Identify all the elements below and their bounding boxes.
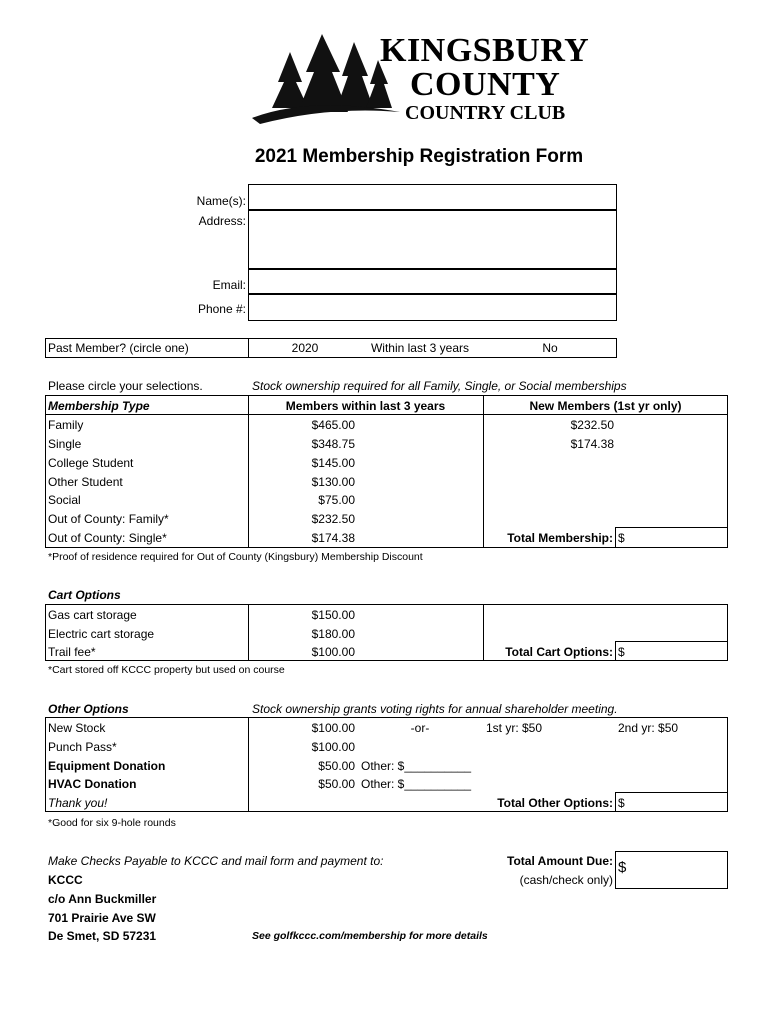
other-item-equipment-donation[interactable]: Equipment Donation (48, 759, 166, 773)
membership-new-price: $232.50 (570, 418, 614, 432)
other-price: $100.00 (311, 721, 355, 735)
membership-footnote: *Proof of residence required for Out of County (Kingsbury) Membership Discount (48, 551, 423, 563)
logo-line-2: COUNTY (410, 66, 561, 103)
total-cart-label: Total Cart Options: (505, 645, 613, 659)
club-logo (250, 30, 620, 130)
other-price: $100.00 (311, 740, 355, 754)
membership-type-social[interactable]: Social (48, 493, 81, 507)
total-other-label: Total Other Options: (497, 796, 613, 810)
membership-existing-price: $130.00 (311, 475, 355, 489)
names-field[interactable] (248, 184, 617, 211)
total-membership-label: Total Membership: (507, 531, 613, 545)
stock-second-year[interactable]: 2nd yr: $50 (618, 721, 679, 735)
cart-price: $150.00 (311, 608, 355, 622)
names-label: Name(s): (196, 194, 246, 208)
membership-type-college[interactable]: College Student (48, 456, 134, 470)
col-header-existing: Members within last 3 years (285, 399, 446, 413)
cart-item-trail-fee[interactable]: Trail fee* (48, 645, 96, 659)
total-due-field[interactable] (615, 851, 728, 889)
email-label: Email: (212, 278, 246, 292)
other-heading: Other Options (48, 702, 129, 716)
cart-col-divider-1 (248, 604, 249, 661)
membership-existing-price: $75.00 (318, 493, 355, 507)
mail-address-line-1: KCCC (48, 873, 83, 887)
cart-heading: Cart Options (48, 588, 121, 602)
mail-address-line-2: c/o Ann Buckmiller (48, 892, 157, 906)
col-header-type: Membership Type (48, 399, 150, 413)
membership-existing-price: $232.50 (311, 512, 355, 526)
past-member-label: Past Member? (circle one) (48, 341, 189, 355)
past-member-option-no[interactable]: No (542, 341, 558, 355)
past-member-option-2020[interactable]: 2020 (291, 341, 319, 355)
col-header-new: New Members (1st yr only) (529, 399, 682, 413)
other-item-punch-pass[interactable]: Punch Pass* (48, 740, 117, 754)
total-cart-field[interactable] (615, 641, 728, 661)
membership-new-price: $174.38 (570, 437, 614, 451)
total-other-field[interactable] (615, 792, 728, 812)
membership-type-other-student[interactable]: Other Student (48, 475, 123, 489)
thank-you-text: Thank you! (48, 796, 108, 810)
membership-existing-price: $465.00 (311, 418, 355, 432)
address-label: Address: (198, 214, 246, 228)
membership-type-single[interactable]: Single (48, 437, 82, 451)
voting-rights-note: Stock ownership grants voting rights for annual shareholder meeting. (252, 702, 618, 716)
membership-type-family[interactable]: Family (48, 418, 84, 432)
total-cart-currency: $ (618, 645, 625, 659)
other-price: $50.00 (318, 759, 355, 773)
membership-col-divider-2 (483, 395, 484, 548)
stock-or-text: -or- (410, 721, 430, 735)
logo-line-3: COUNTRY CLUB (405, 102, 566, 124)
membership-type-ooc-single[interactable]: Out of County: Single* (48, 531, 167, 545)
hvac-other-amount[interactable]: Other: $__________ (361, 777, 472, 791)
equipment-other-amount[interactable]: Other: $__________ (361, 759, 472, 773)
mail-address-line-3: 701 Prairie Ave SW (48, 911, 156, 925)
cart-price: $180.00 (311, 627, 355, 641)
total-membership-currency: $ (618, 531, 625, 545)
stock-requirement-note: Stock ownership required for all Family, Single, or Social memberships (252, 379, 627, 393)
other-footnote: *Good for six 9-hole rounds (48, 817, 176, 829)
other-col-divider (248, 717, 249, 812)
cart-item-gas[interactable]: Gas cart storage (48, 608, 137, 622)
membership-type-ooc-family[interactable]: Out of County: Family* (48, 512, 169, 526)
total-due-subtext: (cash/check only) (519, 873, 613, 887)
cart-footnote: *Cart stored off KCCC property but used on course (48, 664, 285, 676)
cart-item-electric[interactable]: Electric cart storage (48, 627, 155, 641)
email-field[interactable] (248, 268, 617, 295)
past-member-option-3years[interactable]: Within last 3 years (370, 341, 470, 355)
cart-price: $100.00 (311, 645, 355, 659)
form-title: 2021 Membership Registration Form (254, 146, 584, 167)
past-member-divider (248, 338, 249, 358)
total-other-currency: $ (618, 796, 625, 810)
membership-existing-price: $348.75 (311, 437, 355, 451)
other-price: $50.00 (318, 777, 355, 791)
stock-first-year[interactable]: 1st yr: $50 (486, 721, 543, 735)
total-membership-field[interactable] (615, 527, 728, 548)
membership-existing-price: $145.00 (311, 456, 355, 470)
address-field[interactable] (248, 209, 617, 270)
phone-field[interactable] (248, 293, 617, 321)
phone-label: Phone #: (197, 302, 246, 316)
other-item-new-stock[interactable]: New Stock (48, 721, 106, 735)
mail-address-line-4: De Smet, SD 57231 (48, 929, 157, 943)
total-due-label: Total Amount Due: (507, 854, 613, 868)
logo-line-1: KINGSBURY (380, 32, 590, 69)
selection-instruction: Please circle your selections. (48, 379, 203, 393)
other-item-hvac-donation[interactable]: HVAC Donation (48, 777, 137, 791)
website-note: See golfkccc.com/membership for more details (252, 930, 488, 942)
payment-instruction: Make Checks Payable to KCCC and mail form and payment to: (48, 854, 384, 868)
membership-existing-price: $174.38 (311, 531, 355, 545)
total-due-currency: $ (618, 859, 627, 876)
membership-col-divider-1 (248, 395, 249, 548)
